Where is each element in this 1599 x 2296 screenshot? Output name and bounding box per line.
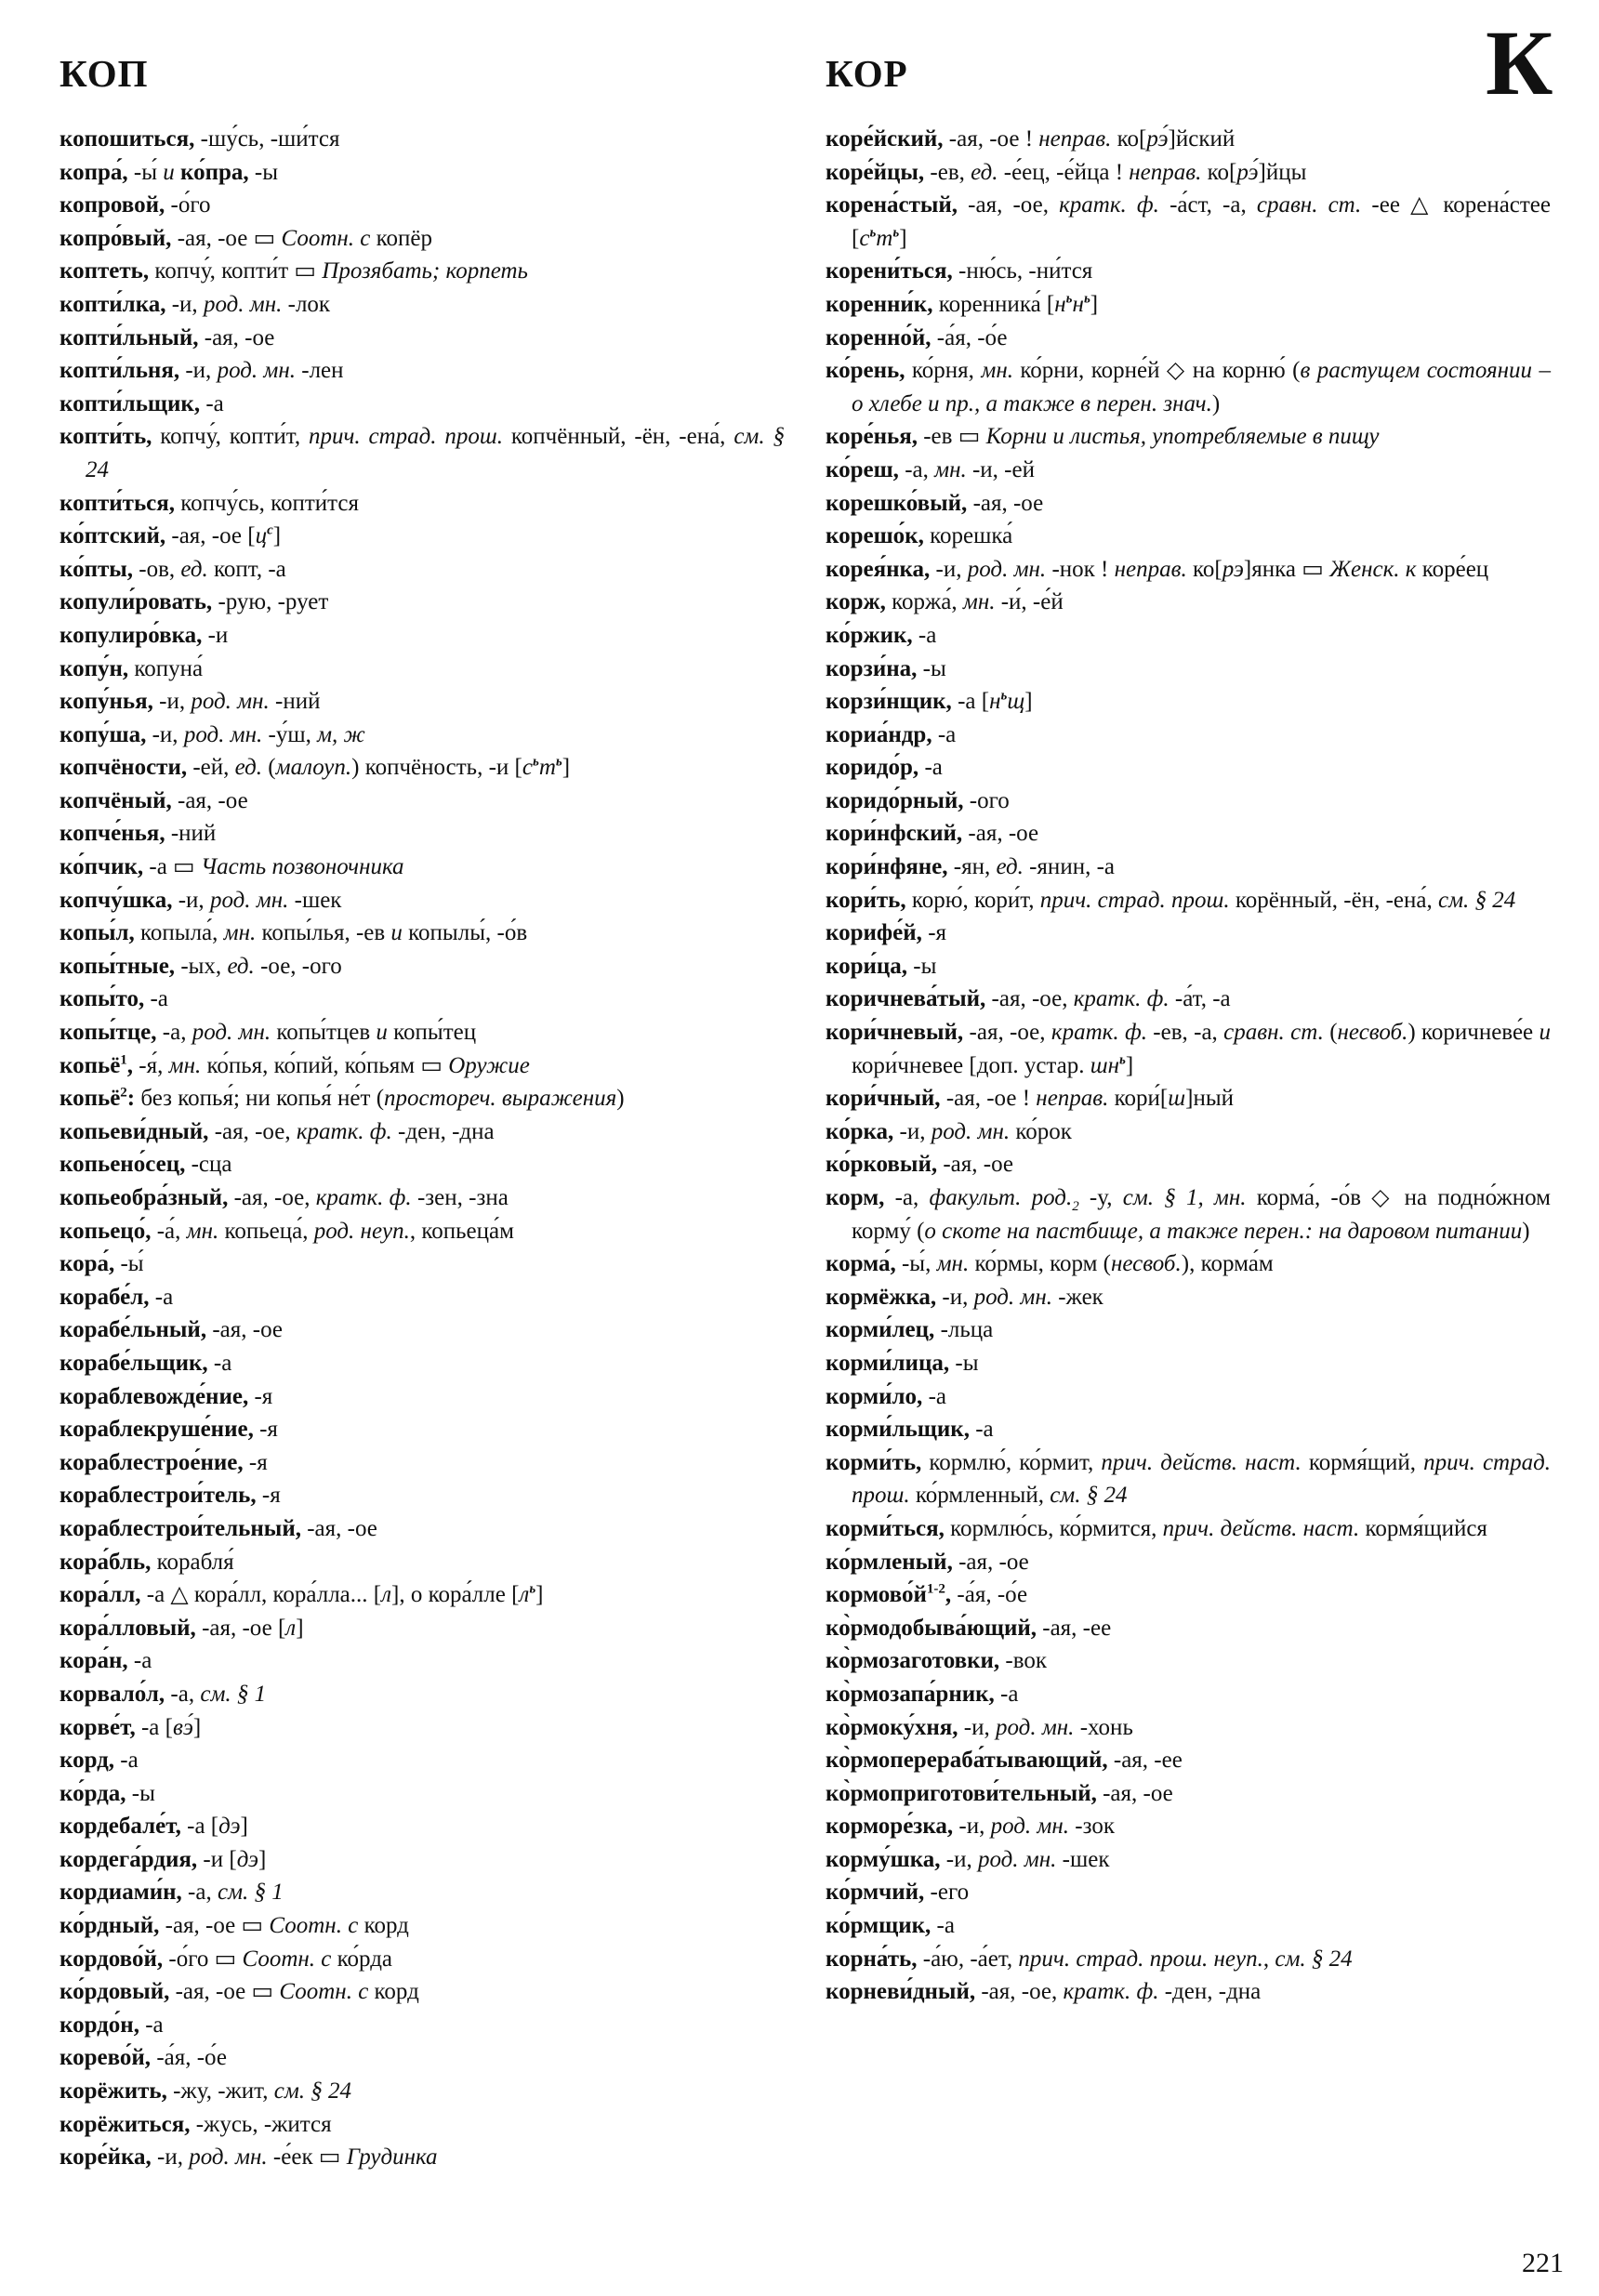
dictionary-entry: корени́ться, -ню́сь, -ни́тся bbox=[826, 258, 1093, 284]
dictionary-entry: ко̀рмозапа́рник, -а bbox=[826, 1681, 1019, 1707]
dictionary-entry: корма́, -ы́, мн. ко́рмы, корм (несвоб.), корма́м bbox=[826, 1251, 1274, 1277]
dictionary-entry: корифе́й, -я bbox=[826, 920, 947, 946]
dictionary-entry: корми́лец, -льца bbox=[826, 1317, 994, 1343]
dictionary-entry: корми́ло, -а bbox=[826, 1383, 946, 1409]
dictionary-entry: кора́бль, корабля́ bbox=[59, 1549, 234, 1575]
dictionary-entry: корми́ться, кормлю́сь, ко́рмится, прич. действ. наст. кормя́щийся bbox=[826, 1515, 1487, 1541]
dictionary-entry: кора́лловый, -ая, -ое [л] bbox=[59, 1615, 304, 1641]
dictionary-entry: ко̀рмодобыва́ющий, -ая, -ее bbox=[826, 1615, 1112, 1641]
dictionary-entry: копулиро́вка, -и bbox=[59, 622, 229, 648]
dictionary-entry: копчёный, -ая, -ое bbox=[59, 787, 248, 813]
dictionary-entry: кори́ть, корю́, кори́т, прич. страд. прош. корённый, -ён, -ена́, см. § 24 bbox=[826, 887, 1516, 913]
dictionary-entry: кори́ца, -ы bbox=[826, 953, 937, 979]
dictionary-entry: копти́ть, копчу́, копти́т, прич. страд. прош. копчённый, -ён, -ена́, см. § 24 bbox=[59, 424, 785, 482]
dictionary-entry: корд, -а bbox=[59, 1748, 139, 1774]
dictionary-entry: копчу́шка, -и, род. мн. -шек bbox=[59, 887, 342, 913]
dictionary-entry: копу́ша, -и, род. мн. -у́ш, м, ж bbox=[59, 721, 365, 747]
dictionary-entry: корёжиться, -жусь, -жится bbox=[59, 2111, 332, 2137]
dictionary-entry: кордо́н, -а bbox=[59, 2012, 164, 2038]
dictionary-entry: ко́рмленый, -ая, -ое bbox=[826, 1549, 1029, 1575]
dictionary-entry: кори́чневый, -ая, -ое, кратк. ф. -ев, -а, сравн. ст. (несвоб.) коричневе́е и кори́чневее [доп. устар. $шн^ь$] bbox=[826, 1020, 1552, 1078]
left-column bbox=[59, 123, 785, 2174]
dictionary-entry: корм, -а, факульт. $род._2$ -у, см. § 1, мн. корма́, -о́в ◇ на подно́жном корму́ (о скоте на пастбище, а также перен.: на даровом питании) bbox=[826, 1185, 1551, 1244]
dictionary-entry: кориа́ндр, -а bbox=[826, 721, 957, 747]
dictionary-entry: кормёжка, -и, род. мн. -жек bbox=[826, 1284, 1103, 1310]
dictionary-entry: корена́стый, -ая, -ое, кратк. ф. -а́ст, -а, сравн. ст. -ее △ корена́стее $[с^ьт^ь]$ bbox=[826, 192, 1552, 251]
running-head-left: КОП bbox=[59, 52, 149, 95]
dictionary-entry: корабе́льщик, -а bbox=[59, 1350, 232, 1376]
dictionary-entry: ко́рдный, -ая, -ое ▭ Соотн. с корд bbox=[59, 1913, 409, 1939]
dictionary-entry: корму́шка, -и, род. мн. -шек bbox=[826, 1846, 1110, 1872]
dictionary-entry: ко́рковый, -ая, -ое bbox=[826, 1152, 1014, 1178]
dictionary-entry: ко̀рмоперераба́тывающий, -ая, -ее bbox=[826, 1748, 1183, 1774]
dictionary-entry: копу́нья, -и, род. мн. -ний bbox=[59, 689, 321, 715]
dictionary-entry: корми́льщик, -а bbox=[826, 1417, 994, 1443]
dictionary-entry: копы́тные, -ых, ед. -ое, -ого bbox=[59, 953, 342, 979]
dictionary-entry: коре́йцы, -ев, ед. -е́ец, -е́йца ! неправ. ко[рэ́]йцы bbox=[826, 159, 1307, 185]
dictionary-entry: коренни́к, коренника́ $[н^ьн^ь]$ bbox=[826, 291, 1099, 317]
dictionary-entry: копче́нья, -ний bbox=[59, 821, 217, 847]
dictionary-entry: копти́лка, -и, род. мн. -лок bbox=[59, 291, 331, 317]
dictionary-entry: кормоpе́зка, -и, род. мн. -зок bbox=[826, 1814, 1115, 1840]
dictionary-entry: копы́то, -а bbox=[59, 986, 168, 1012]
dictionary-entry: кордега́рдия, -и [дэ] bbox=[59, 1846, 267, 1872]
dictionary-entry: корж, коржа́, мн. -и́, -е́й bbox=[826, 589, 1064, 615]
dictionary-entry: ко́реш, -а, мн. -и, -ей bbox=[826, 456, 1035, 482]
dictionary-entry: коре́йка, -и, род. мн. -е́ек ▭ Грудинка bbox=[59, 2144, 438, 2171]
dictionary-entry: копра́, -ы́ и ко́пра, -ы bbox=[59, 159, 279, 185]
dictionary-entry: кораблестрои́тель, -я bbox=[59, 1483, 281, 1509]
dictionary-entry: копу́н, копуна́ bbox=[59, 655, 204, 681]
dictionary-entry: кораблестрои́тельный, -ая, -ое bbox=[59, 1515, 377, 1541]
dictionary-entry: кори́нфский, -ая, -ое bbox=[826, 821, 1039, 847]
dictionary-entry: кордово́й, -о́го ▭ Соотн. с ко́рда bbox=[59, 1946, 393, 1972]
dictionary-entry: корми́лица, -ы bbox=[826, 1350, 979, 1376]
dictionary-entry: копьё$^1$, -я́, мн. ко́пья, ко́пий, ко́пьям ▭ Оружие bbox=[59, 1052, 530, 1078]
dictionary-entry: корве́т, -а [вэ́] bbox=[59, 1714, 202, 1740]
dictionary-entry: ко́пты, -ов, ед. копт, -а bbox=[59, 556, 286, 582]
dictionary-entry: копули́ровать, -рую, -рует bbox=[59, 589, 329, 615]
dictionary-entry: коптеть, копчу́, копти́т ▭ Прозябать; корпеть bbox=[59, 258, 528, 284]
dictionary-entry: копти́льня, -и, род. мн. -лен bbox=[59, 358, 344, 384]
dictionary-entry: корми́ть, кормлю́, ко́рмит, прич. действ. наст. кормя́щий, прич. страд. прош. ко́рмленный, см. § 24 bbox=[826, 1449, 1551, 1509]
dictionary-entry: коридо́рный, -ого bbox=[826, 787, 1010, 813]
dictionary-entry: кора́, -ы́ bbox=[59, 1251, 144, 1277]
dictionary-entry: корешо́к, корешка́ bbox=[826, 523, 1013, 549]
dictionary-entry: копти́льщик, -а bbox=[59, 390, 224, 416]
dictionary-entry: корзи́нщик, -а $[н^ьщ]$ bbox=[826, 688, 1033, 715]
dictionary-entry: копти́ться, копчу́сь, копти́тся bbox=[59, 490, 360, 516]
dictionary-entry: кора́лл, -а △ кора́лл, кора́лла... [л], о кора́лле $[л^ь]$ bbox=[59, 1581, 544, 1608]
dictionary-entry: копти́льный, -ая, -ое bbox=[59, 324, 275, 350]
dictionary-entry: копьеви́дный, -ая, -ое, кратк. ф. -ден, -дна bbox=[59, 1118, 495, 1144]
dictionary-entry: корабе́льный, -ая, -ое bbox=[59, 1317, 283, 1343]
dictionary-entry: корешко́вый, -ая, -ое bbox=[826, 490, 1044, 516]
dictionary-entry: корево́й, -а́я, -о́е bbox=[59, 2045, 227, 2071]
dictionary-entry: кораблестрое́ние, -я bbox=[59, 1449, 268, 1475]
dictionary-entry: коре́йский, -ая, -ое ! неправ. ко[рэ́]йский bbox=[826, 126, 1236, 152]
dictionary-entry: копро́вый, -ая, -ое ▭ Соотн. с копёр bbox=[59, 225, 432, 251]
dictionary-entry: копчёности, -ей, ед. (малоуп.) копчёность, -и $[с^ьт^ь]$ bbox=[59, 754, 571, 781]
dictionary-entry: кори́чный, -ая, -ое ! неправ. кори́[ш]ный bbox=[826, 1086, 1235, 1112]
dictionary-entry: ко́рмчий, -его bbox=[826, 1880, 970, 1906]
page-number: 221 bbox=[1522, 2248, 1564, 2278]
dictionary-entry: корна́ть, -а́ю, -а́ет, прич. страд. прош. неуп., см. § 24 bbox=[826, 1946, 1353, 1972]
dictionary-entry: коридо́р, -а bbox=[826, 755, 943, 781]
dictionary-entry: корёжить, -жу, -жит, см. § 24 bbox=[59, 2078, 352, 2105]
dictionary-entry: ко̀рмоку́хня, -и, род. мн. -хонь bbox=[826, 1714, 1133, 1740]
dictionary-entry: ко́ржик, -а bbox=[826, 622, 937, 648]
dictionary-entry: копровой, -о́го bbox=[59, 192, 211, 218]
dictionary-entry: корвало́л, -а, см. § 1 bbox=[59, 1681, 267, 1707]
dictionary-entry: кордебале́т, -а [дэ] bbox=[59, 1814, 248, 1840]
dictionary-entry: копошиться, -шу́сь, -ши́тся bbox=[59, 126, 340, 152]
dictionary-entry: корзи́на, -ы bbox=[826, 655, 946, 681]
dictionary-entry: ко́рдовый, -ая, -ое ▭ Соотн. с корд bbox=[59, 1979, 419, 2005]
right-column bbox=[826, 123, 1551, 2009]
dictionary-entry: копы́л, копыла́, мн. копы́лья, -ев и копылы́, -о́в bbox=[59, 920, 528, 946]
dictionary-entry: ко́рка, -и, род. мн. ко́рок bbox=[826, 1118, 1072, 1144]
dictionary-entry: кораблекруше́ние, -я bbox=[59, 1417, 278, 1443]
dictionary-entry: ко̀рмозаготовки, -вок bbox=[826, 1648, 1047, 1674]
dictionary-entry: корневи́дный, -ая, -ое, кратк. ф. -ден, -дна bbox=[826, 1979, 1262, 2005]
dictionary-entry: коренно́й, -а́я, -о́е bbox=[826, 324, 1008, 350]
dictionary-entry: коричнева́тый, -ая, -ое, кратк. ф. -а́т, -а bbox=[826, 986, 1231, 1012]
dictionary-entry: кордиами́н, -а, см. § 1 bbox=[59, 1880, 284, 1906]
dictionary-entry: копьецо́, -а́, мн. копьеца́, род. неуп., копьеца́м bbox=[59, 1218, 514, 1244]
dictionary-entry: копы́тце, -а, род. мн. копы́тцев и копы́тец bbox=[59, 1020, 477, 1046]
dictionary-entry: копьё$^2$: без копья́; ни копья́ не́т (простореч. выражения) bbox=[59, 1085, 625, 1112]
dictionary-entry: кори́нфяне, -ян, ед. -янин, -а bbox=[826, 854, 1115, 880]
dictionary-entry: корабе́л, -а bbox=[59, 1284, 174, 1310]
dictionary-entry: кораблевожде́ние, -я bbox=[59, 1383, 273, 1409]
dictionary-entry: корея́нка, -и, род. мн. -нок ! неправ. ко[рэ]янка ▭ Женск. к коре́ец bbox=[826, 556, 1489, 582]
dictionary-entry: ко́рда, -ы bbox=[59, 1780, 155, 1806]
dictionary-entry: ко́рмщик, -а bbox=[826, 1913, 955, 1939]
running-head-right: КОР bbox=[826, 52, 908, 95]
dictionary-entry: ко́пчик, -а ▭ Часть позвоночника bbox=[59, 854, 404, 880]
dictionary-entry: $кормово́й^{1-2}$, -а́я, -о́е bbox=[826, 1581, 1028, 1608]
dictionary-entry: копьено́сец, -сца bbox=[59, 1152, 232, 1178]
section-letter: К bbox=[1486, 11, 1553, 114]
dictionary-entry: ко́рень, ко́рня, мн. ко́рни, корне́й ◇ на корню́ (в растущем состоянии – о хлебе и пр., а также в перен. знач.) bbox=[826, 358, 1551, 416]
dictionary-entry: ко́птский, -ая, -ое $[ц^с]$ bbox=[59, 522, 282, 549]
dictionary-entry: коре́нья, -ев ▭ Корни и листья, употребляемые в пищу bbox=[826, 424, 1380, 450]
dictionary-entry: кора́н, -а bbox=[59, 1648, 152, 1674]
dictionary-entry: ко̀рмоприготови́тельный, -ая, -ое bbox=[826, 1780, 1173, 1806]
dictionary-entry: копьеобра́зный, -ая, -ое, кратк. ф. -зен, -зна bbox=[59, 1185, 509, 1210]
